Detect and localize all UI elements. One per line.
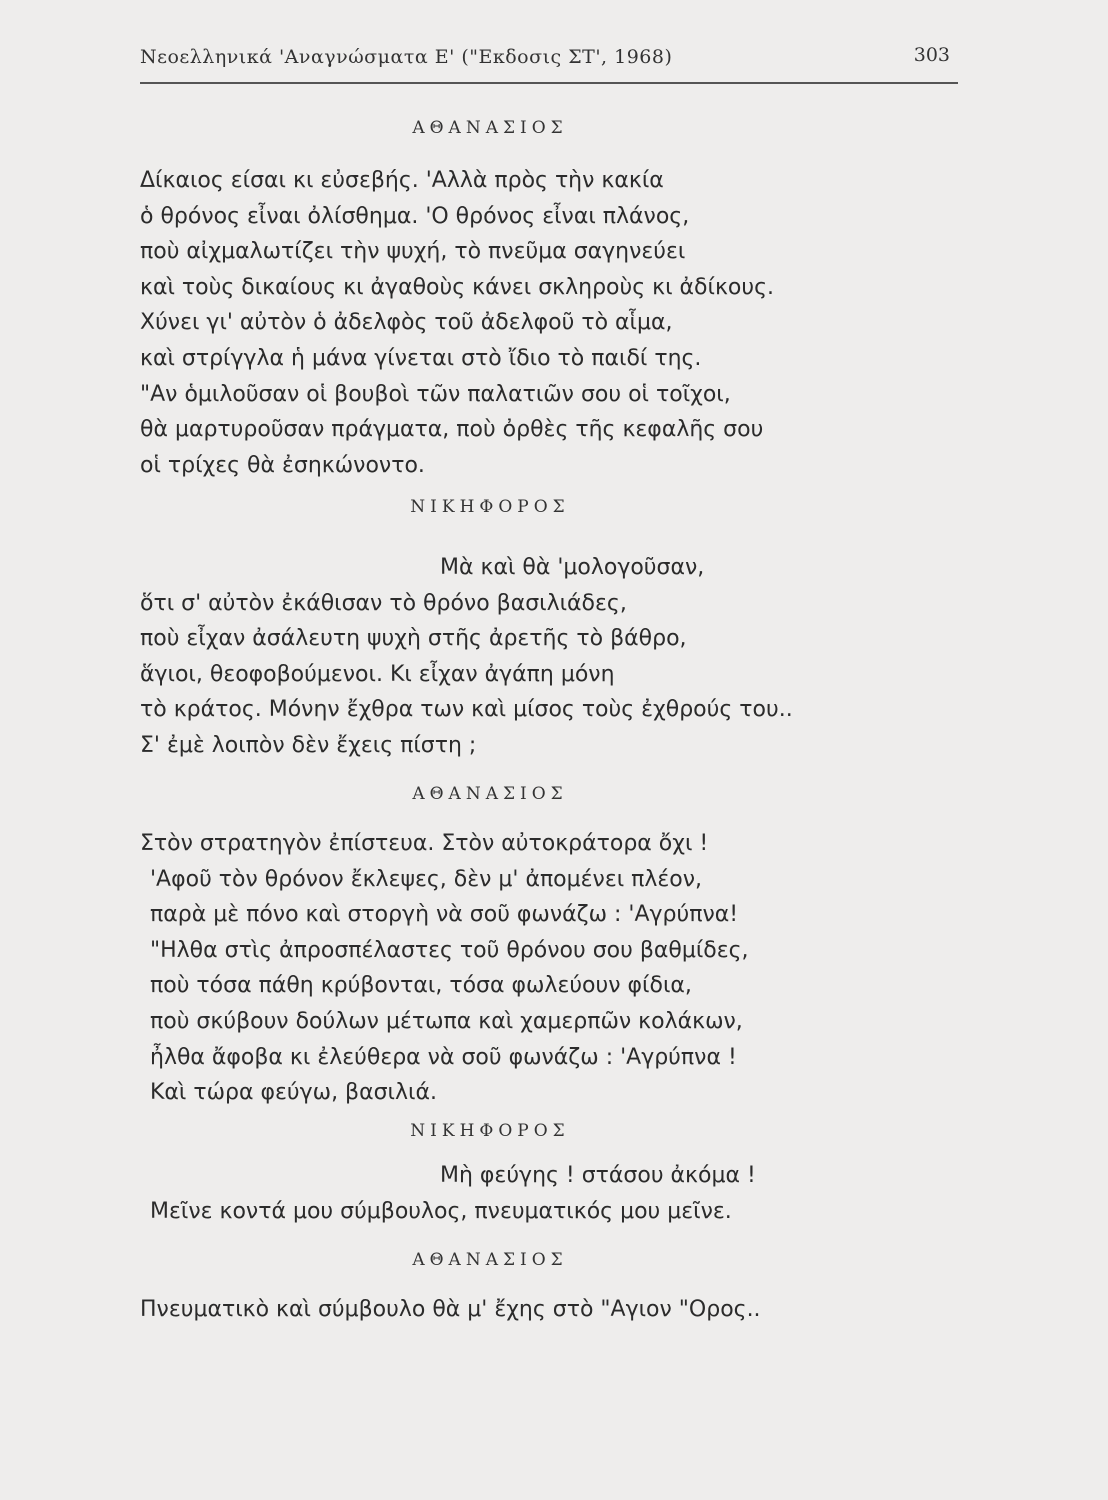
header-rule (140, 82, 958, 84)
verse-line: καὶ στρίγγλα ἡ μάνα γίνεται στὸ ἴδιο τὸ παιδί της. (140, 345, 702, 371)
running-head-title: Νεοελληνικά 'Αναγνώσματα Ε' ("Εκδοσις ΣΤ', 1968) (140, 46, 673, 68)
verse-line: Μὴ φεύγης ! στάσου ἀκόμα ! (440, 1163, 756, 1188)
speaker-label: ΑΘΑΝΑΣΙΟΣ (412, 784, 568, 804)
verse-line: Μὰ καὶ θὰ 'μολογοῦσαν, (440, 555, 705, 580)
verse-line: παρὰ μὲ πόνο καὶ στοργὴ νὰ σοῦ φωνάζω : 'Αγρύπνα! (150, 902, 739, 928)
speech-block-1 (140, 163, 840, 483)
verse-line: καὶ τοὺς δικαίους κι ἀγαθοὺς κάνει σκληροὺς κι ἀδίκους. (140, 274, 775, 300)
verse-line: τὸ κράτος. Μόνην ἔχθρα των καὶ μίσος τοὺς ἐχθρούς του.. (140, 697, 793, 723)
verse-line: Μεῖνε κοντά μου σύμβουλος, πνευματικός μου μεῖνε. (150, 1198, 732, 1224)
speech-block-2 (140, 550, 840, 764)
verse-line: "Αν ὁμιλοῦσαν οἱ βουβοὶ τῶν παλατιῶν σου οἱ τοῖχοι, (140, 381, 731, 407)
verse-line: Σ' ἐμὲ λοιπὸν δὲν ἔχεις πίστη ; (140, 732, 477, 758)
page-number: 303 (913, 44, 950, 66)
speaker-label: ΝΙΚΗΦΟΡΟΣ (410, 1121, 570, 1141)
verse-line: ἅγιοι, θεοφοβούμενοι. Κι εἶχαν ἀγάπη μόνη (140, 661, 615, 687)
verse-line: 'Αφοῦ τὸν θρόνον ἔκλεψες, δὲν μ' ἀπομένει πλέον, (150, 866, 703, 892)
verse-line: Στὸν στρατηγὸν ἐπίστευα. Στὸν αὐτοκράτορα ὄχι ! (140, 831, 709, 856)
verse-line: οἱ τρίχες θὰ ἐσηκώνοντο. (140, 452, 425, 478)
verse-line: ποὺ σκύβουν δούλων μέτωπα καὶ χαμερπῶν κολάκων, (150, 1008, 743, 1034)
verse-line: Καὶ τώρα φεύγω, βασιλιά. (150, 1080, 437, 1106)
verse-line: ποὺ τόσα πάθη κρύβονται, τόσα φωλεύουν φίδια, (150, 973, 692, 999)
speaker-label: ΑΘΑΝΑΣΙΟΣ (412, 1250, 568, 1270)
speaker-label: ΑΘΑΝΑΣΙΟΣ (412, 118, 568, 138)
speech-block-4 (140, 1158, 840, 1229)
verse-line: ποὺ αἰχμαλωτίζει τὴν ψυχή, τὸ πνεῦμα σαγηνεύει (140, 239, 686, 265)
verse-line: Πνευματικὸ καὶ σύμβουλο θὰ μ' ἔχης στὸ "Αγιον "Ορος.. (140, 1297, 761, 1322)
verse-line: θὰ μαρτυροῦσαν πράγματα, ποὺ ὀρθὲς τῆς κεφαλῆς σου (140, 417, 764, 443)
speech-block-5 (140, 1292, 840, 1328)
running-head (140, 40, 960, 80)
speech-block-3 (140, 826, 840, 1111)
verse-line: ὅτι σ' αὐτὸν ἐκάθισαν τὸ θρόνο βασιλιάδες, (140, 590, 627, 616)
verse-line: Δίκαιος είσαι κι εὐσεβής. 'Αλλὰ πρὸς τὴν κακία (140, 168, 664, 193)
verse-line: ἦλθα ἄφοβα κι ἐλεύθερα νὰ σοῦ φωνάζω : 'Αγρύπνα ! (150, 1044, 737, 1070)
verse-line: Χύνει γι' αὐτὸν ὁ ἀδελφὸς τοῦ ἀδελφοῦ τὸ αἷμα, (140, 310, 673, 336)
verse-line: "Ηλθα στὶς ἀπροσπέλαστες τοῦ θρόνου σου βαθμίδες, (150, 937, 749, 963)
speaker-label: ΝΙΚΗΦΟΡΟΣ (410, 497, 570, 517)
verse-line: ποὺ εἶχαν ἀσάλευτη ψυχὴ στῆς ἀρετῆς τὸ βάθρο, (140, 626, 687, 652)
verse-line: ὁ θρόνος εἶναι ὀλίσθημα. 'Ο θρόνος εἶναι πλάνος, (140, 203, 690, 229)
